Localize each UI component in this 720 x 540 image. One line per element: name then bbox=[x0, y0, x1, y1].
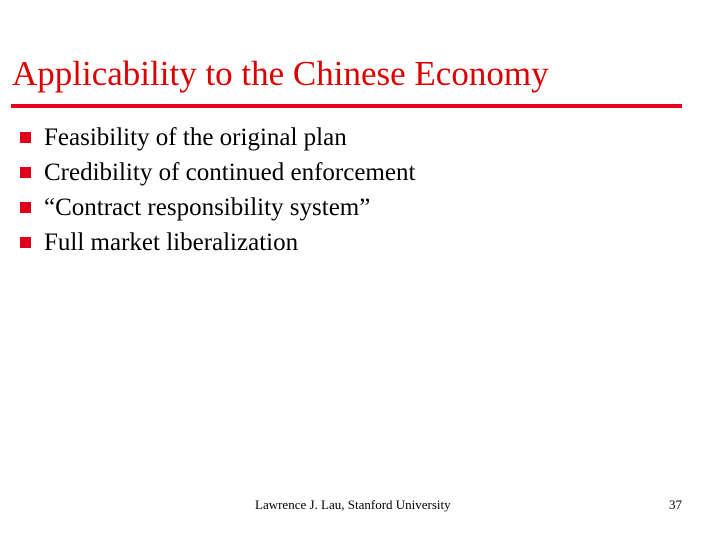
bullet-text: “Contract responsibility system” bbox=[44, 193, 371, 221]
square-bullet-icon bbox=[20, 202, 31, 213]
title-underline bbox=[11, 104, 682, 108]
bullet-item bbox=[20, 190, 415, 225]
bullet-text: Credibility of continued enforcement bbox=[44, 158, 416, 186]
page-number: 37 bbox=[669, 497, 682, 512]
square-bullet-icon bbox=[20, 132, 31, 143]
bullet-item bbox=[20, 225, 415, 260]
slide-title: Applicability to the Chinese Economy bbox=[12, 54, 549, 93]
bullet-list bbox=[20, 120, 415, 260]
square-bullet-icon bbox=[20, 167, 31, 178]
footer-attribution: Lawrence J. Lau, Stanford University bbox=[255, 497, 451, 512]
bullet-text: Feasibility of the original plan bbox=[44, 123, 347, 151]
bullet-text: Full market liberalization bbox=[44, 228, 299, 256]
bullet-item bbox=[20, 120, 415, 155]
square-bullet-icon bbox=[20, 237, 31, 248]
bullet-item bbox=[20, 155, 415, 190]
